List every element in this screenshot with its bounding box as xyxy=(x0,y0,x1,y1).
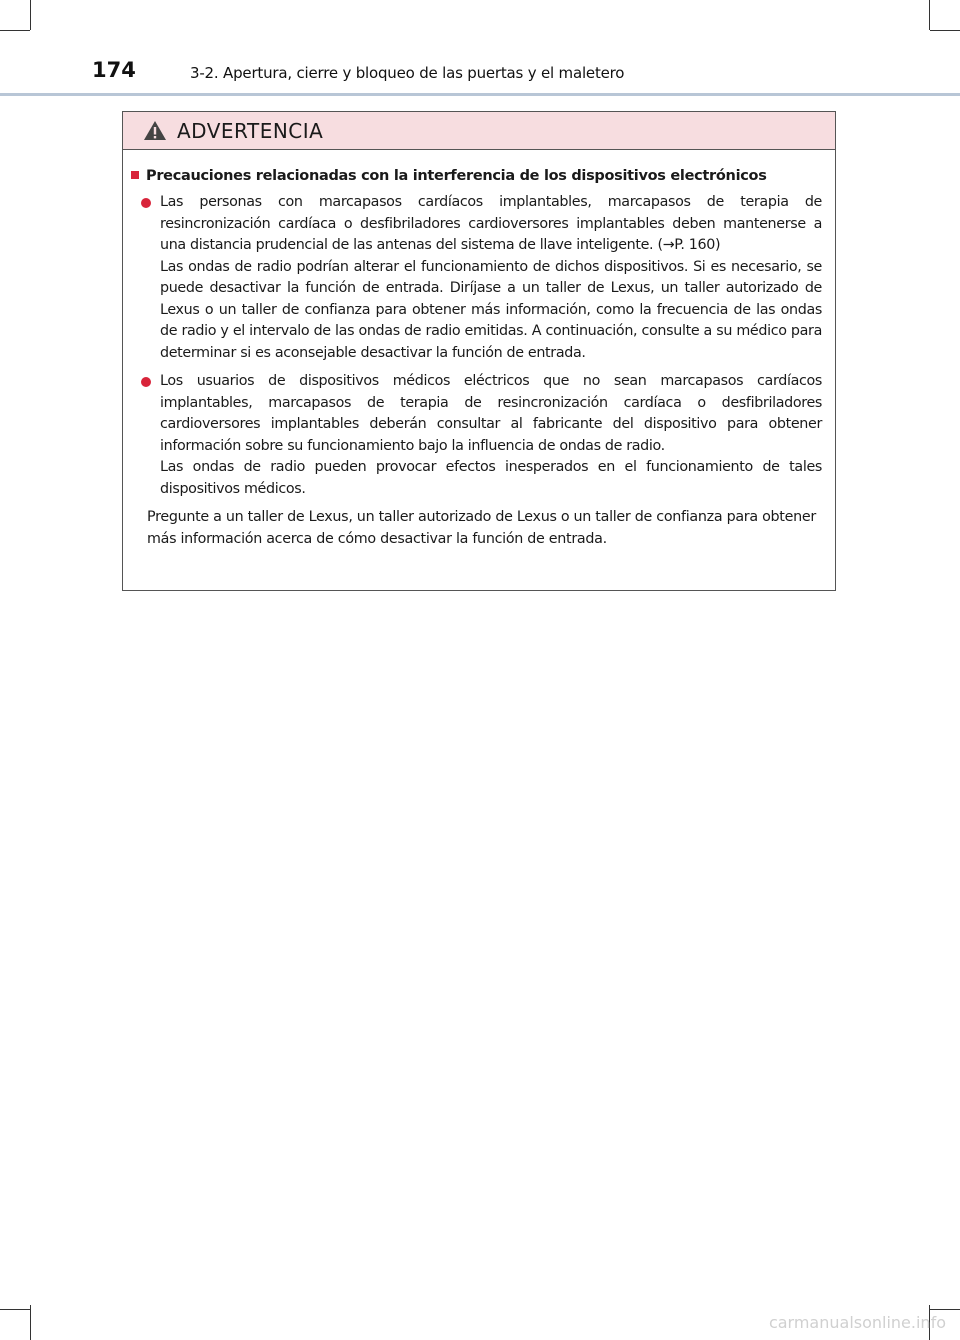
crop-mark xyxy=(0,1309,30,1310)
paragraph: Las ondas de radio podrían alterar el funcionamiento de dichos dispositivos. Si es necesario, se puede desactivar la función de entrada. Diríjase a un taller de Lexus, un taller autorizado de Lexus o un taller de confianza para obtener más información, como la frecuencia de las ondas de radio y el intervalo de las ondas de radio emitidas. A continuación, consulte a su médico para determinar si es aconsejable desactivar la función de entrada. xyxy=(160,258,822,361)
crop-mark xyxy=(30,1305,31,1340)
paragraph: Las personas con marcapasos cardíacos implantables, marcapasos de terapia de resincronización cardíaca o desfibriladores cardioversores implantables deben mantenerse a una distancia prudencial de las antenas del sistema de llave inteligente. (→P. 160) xyxy=(160,194,822,253)
crop-mark xyxy=(30,0,31,30)
paragraph: Las ondas de radio pueden provocar efectos inesperados en el funcionamiento de tales dispositivos médicos. xyxy=(160,459,822,497)
crop-mark xyxy=(929,0,930,30)
section-heading xyxy=(131,168,827,184)
crop-mark xyxy=(930,1309,960,1310)
warning-header xyxy=(123,112,835,150)
warning-title: ADVERTENCIA xyxy=(177,118,324,143)
section-heading-text: Precauciones relacionadas con la interferencia de los dispositivos electrónicos xyxy=(146,168,767,184)
crop-mark xyxy=(0,30,30,31)
running-head: 3-2. Apertura, cierre y bloqueo de las puertas y el maletero xyxy=(190,64,625,82)
warning-body xyxy=(123,150,835,550)
round-bullet-icon xyxy=(141,377,151,387)
list-item xyxy=(141,192,827,364)
closing-paragraph: Pregunte a un taller de Lexus, un taller autorizado de Lexus o un taller de confianza para obtener más información acerca de cómo desactivar la función de entrada. xyxy=(147,509,816,547)
list-item xyxy=(141,371,827,500)
crop-mark xyxy=(930,30,960,31)
page-number: 174 xyxy=(92,58,136,82)
paragraph: Los usuarios de dispositivos médicos eléctricos que no sean marcapasos cardíacos implantables, marcapasos de terapia de resincronización cardíaca o desfibriladores cardioversores implantables deberán consultar al fabricante del dispositivo para obtener información sobre su funcionamiento bajo la influencia de ondas de radio. xyxy=(160,373,822,454)
warning-triangle-icon xyxy=(143,120,167,141)
warning-box xyxy=(122,111,836,591)
square-bullet-icon xyxy=(131,171,139,179)
watermark: carmanualsonline.info xyxy=(768,1313,946,1332)
list-item-text xyxy=(160,371,822,500)
round-bullet-icon xyxy=(141,198,151,208)
list-item-text xyxy=(160,192,822,364)
header-rule xyxy=(0,93,960,96)
